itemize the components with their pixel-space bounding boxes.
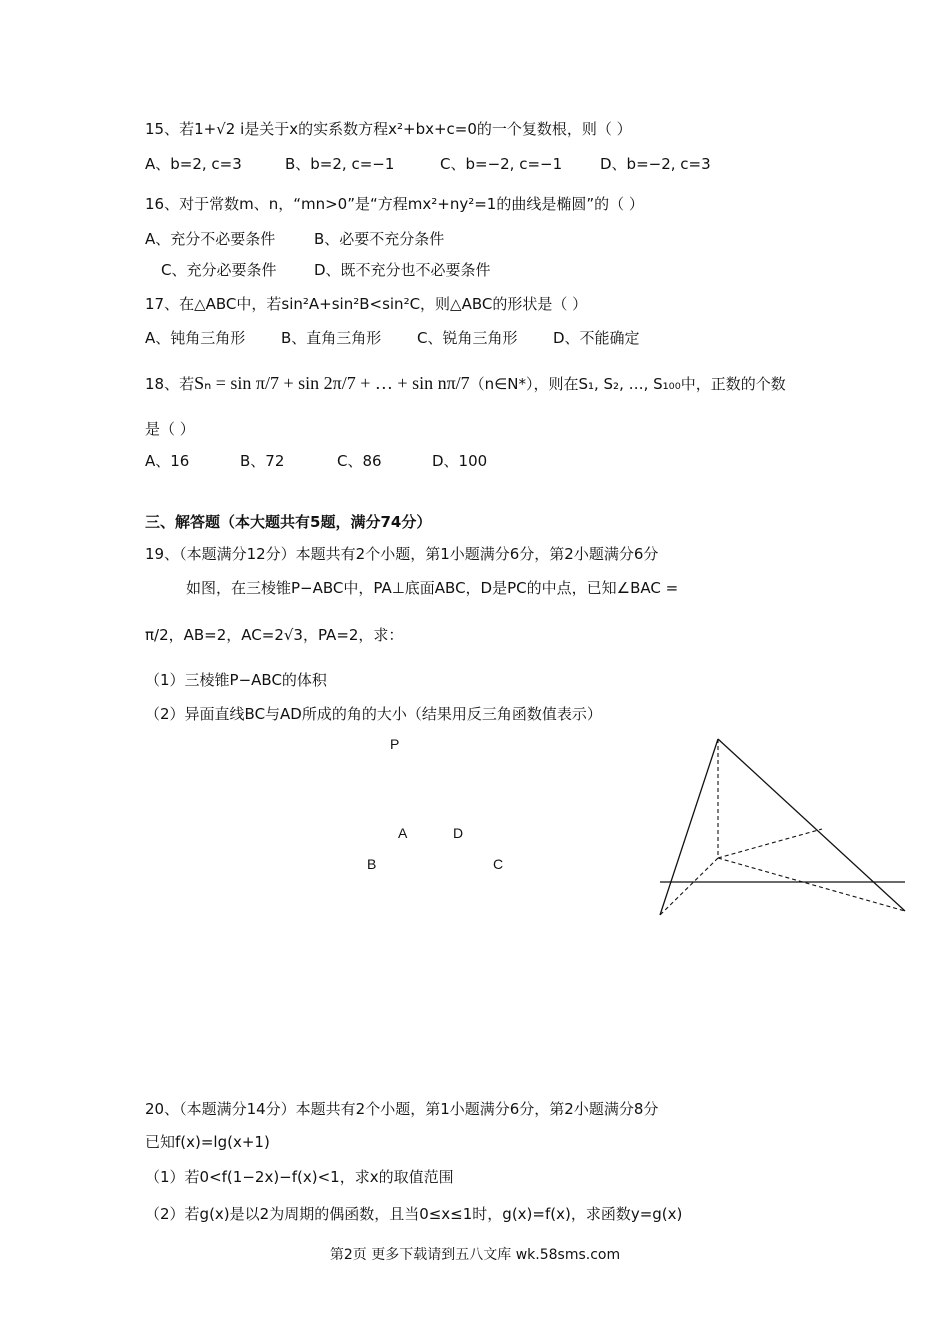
q18-option-b: B、72 <box>240 452 285 470</box>
q18-option-a: A、16 <box>145 452 190 470</box>
q19-part-2: （2）异面直线BC与AD所成的角的大小（结果用反三角函数值表示） <box>145 705 602 723</box>
q16-option-a: A、充分不必要条件 <box>145 230 276 248</box>
segment-ad-hidden <box>718 829 822 858</box>
q18-option-c: C、86 <box>337 452 382 470</box>
q16-option-d: D、既不充分也不必要条件 <box>314 261 491 279</box>
figure-label-c: C <box>493 856 504 872</box>
q17-option-a: A、钝角三角形 <box>145 329 246 347</box>
figure-label-a: A <box>398 825 408 841</box>
q18-formula: Sₙ = sin π/7 + sin 2π/7 + … + sin nπ/7 <box>194 373 470 393</box>
figure-label-b: B <box>367 856 377 872</box>
q19-body-2: π/2，AB=2，AC=2√3，PA=2，求： <box>145 626 404 644</box>
q18-stem-cont: 是（ ） <box>145 420 195 438</box>
edge-pb <box>660 739 718 915</box>
q17-option-b: B、直角三角形 <box>281 329 382 347</box>
q18-condition: （n∈N*），则在S₁, S₂, …, S₁₀₀中，正数的个数 <box>469 375 786 393</box>
q16-option-c: C、充分必要条件 <box>161 261 277 279</box>
q15-option-c: C、b=−2, c=−1 <box>440 155 563 173</box>
page-footer: 第2页 更多下载请到五八文库 wk.58sms.com <box>329 1247 621 1263</box>
q20-header: 20、（本题满分14分）本题共有2个小题，第1小题满分6分，第2小题满分8分 <box>145 1100 659 1118</box>
section-heading: 三、解答题（本大题共有5题，满分74分） <box>145 513 432 531</box>
q19-part-1: （1）三棱锥P−ABC的体积 <box>145 671 327 689</box>
q20-given: 已知f(x)=lg(x+1) <box>145 1133 270 1151</box>
q19-header: 19、（本题满分12分）本题共有2个小题，第1小题满分6分，第2小题满分6分 <box>145 545 659 563</box>
edge-pc <box>718 739 905 911</box>
q15-option-b: B、b=2, c=−1 <box>285 155 395 173</box>
q15-stem: 15、若1+√2 i是关于x的实系数方程x²+bx+c=0的一个复数根，则（ ） <box>145 120 632 138</box>
q20-part-1: （1）若0<f(1−2x)−f(x)<1，求x的取值范围 <box>145 1168 454 1186</box>
figure-label-p: P <box>390 736 400 752</box>
q17-stem: 17、在△ABC中，若sin²A+sin²B<sin²C，则△ABC的形状是（ ） <box>145 295 588 313</box>
figure-label-d: D <box>453 825 464 841</box>
q17-option-c: C、锐角三角形 <box>417 329 518 347</box>
q17-option-d: D、不能确定 <box>553 329 640 347</box>
q18-option-d: D、100 <box>432 452 488 470</box>
q16-stem: 16、对于常数m、n，“mn>0”是“方程mx²+ny²=1的曲线是椭圆”的（ ） <box>145 195 644 213</box>
q15-option-a: A、b=2, c=3 <box>145 155 242 173</box>
q16-option-b: B、必要不充分条件 <box>314 230 445 248</box>
q18-prefix: 18、若 <box>145 375 195 393</box>
q15-option-d: D、b=−2, c=3 <box>600 155 711 173</box>
edge-ab-hidden <box>660 858 718 915</box>
q20-part-2: （2）若g(x)是以2为周期的偶函数，且当0≤x≤1时，g(x)=f(x)，求函数y=g(x) <box>145 1205 683 1223</box>
q19-body-1: 如图，在三棱锥P−ABC中，PA⊥底面ABC，D是PC的中点，已知∠BAC = <box>186 579 679 597</box>
